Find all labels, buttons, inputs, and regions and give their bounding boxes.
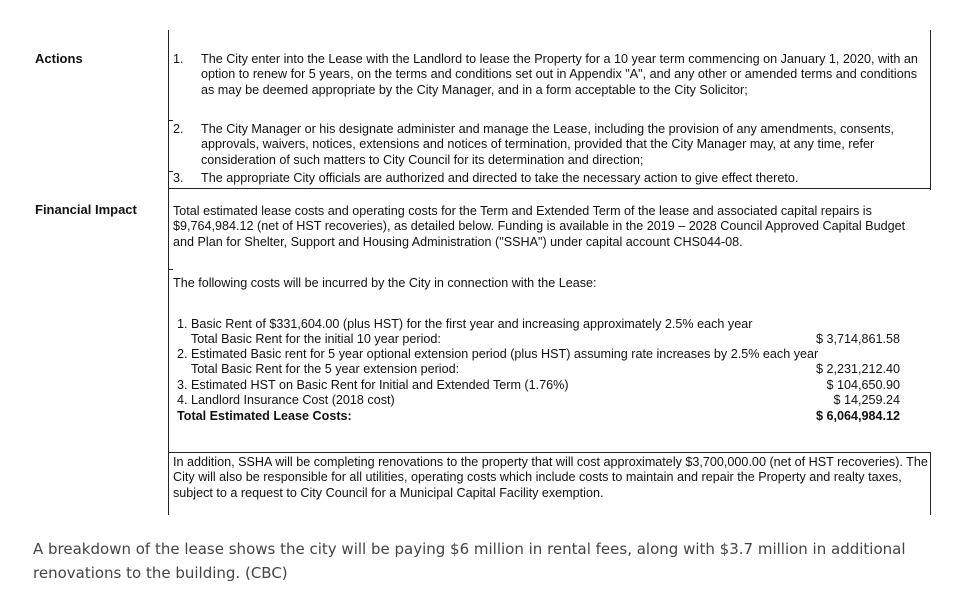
action-text: The City enter into the Lease with the Landlord to lease the Property for a 10 year term commencing on January 1, 2020, with an option to renew for 5 years, on the terms and conditions set out in Appendix "A", and any other or amended terms and conditions as may be deemed appropriate by the City Manager, and in a form acceptable to the City Solicitor; xyxy=(201,52,918,97)
action-number: 3. xyxy=(173,171,184,185)
financial-impact-label: Financial Impact xyxy=(35,202,137,217)
tick-mark xyxy=(168,269,173,270)
actions-label: Actions xyxy=(35,51,83,66)
image-caption: A breakdown of the lease shows the city will be paying $6 million in rental fees, along with $3.7 million in additional renovations to the building. (CBC) xyxy=(33,540,906,582)
action-number: 1. xyxy=(173,52,184,66)
cost-item-4-amount: $ 14,259.24 xyxy=(833,393,900,407)
cost-item-3: 3. Estimated HST on Basic Rent for Initial and Extended Term (1.76%) xyxy=(177,378,569,392)
tick-mark xyxy=(168,120,173,121)
total-label: Total Estimated Lease Costs: xyxy=(177,409,352,423)
cost-item-2-amount: $ 2,231,212.40 xyxy=(815,362,900,376)
table-left-border xyxy=(168,30,169,515)
cost-item-1-amount: $ 3,714,861.58 xyxy=(815,332,900,346)
actions-bottom-border xyxy=(168,188,931,189)
total-amount: $ 6,064,984.12 xyxy=(815,409,900,423)
action-item-2 xyxy=(171,122,931,170)
cost-item-2: 2. Estimated Basic rent for 5 year optional extension period (plus HST) assuming rate increases by 2.5% each year xyxy=(177,347,819,361)
cost-item-3-amount: $ 104,650.90 xyxy=(826,378,900,392)
financial-paragraph-2: The following costs will be incurred by the City in connection with the Lease: xyxy=(173,276,597,290)
action-item-3 xyxy=(171,171,931,187)
para3-top-border xyxy=(168,452,931,453)
cost-item-2-subtotal-label: Total Basic Rent for the 5 year extension period: xyxy=(191,362,460,376)
financial-paragraph-1: Total estimated lease costs and operating costs for the Term and Extended Term of the lease and associated capital repairs is $9,764,984.12 (net of HST recoveries), as detailed below. Funding is available in the 2019 – 2028 Council Approved Capital Budget and Plan for Shelter, Support and Housing Administration ("SSHA") under capital account CHS044-08. xyxy=(173,204,906,249)
action-text: The appropriate City officials are authorized and directed to take the necessary action to give effect thereto. xyxy=(201,171,799,185)
cost-item-1: 1. Basic Rent of $331,604.00 (plus HST) for the first year and increasing approximately 2.5% each year xyxy=(177,317,753,331)
cost-item-4: 4. Landlord Insurance Cost (2018 cost) xyxy=(177,393,395,407)
action-item-1 xyxy=(171,52,931,114)
action-text: The City Manager or his designate administer and manage the Lease, including the provision of any amendments, consents, approvals, waivers, notices, extensions and notices of termination, provided that the City Manager may, at any time, refer consideration of such matters to City Council for its determination and direction; xyxy=(201,122,895,167)
cost-item-1-subtotal-label: Total Basic Rent for the initial 10 year period: xyxy=(191,332,441,346)
para3-right-border xyxy=(930,452,931,515)
financial-paragraph-3: In addition, SSHA will be completing renovations to the property that will cost approximately $3,700,000.00 (net of HST recoveries). The City will also be responsible for all utilities, operating costs which include costs to maintain and repair the Property and realty taxes, subject to a request to City Council for a Municipal Capital Facility exemption. xyxy=(173,455,928,500)
action-number: 2. xyxy=(173,122,184,136)
